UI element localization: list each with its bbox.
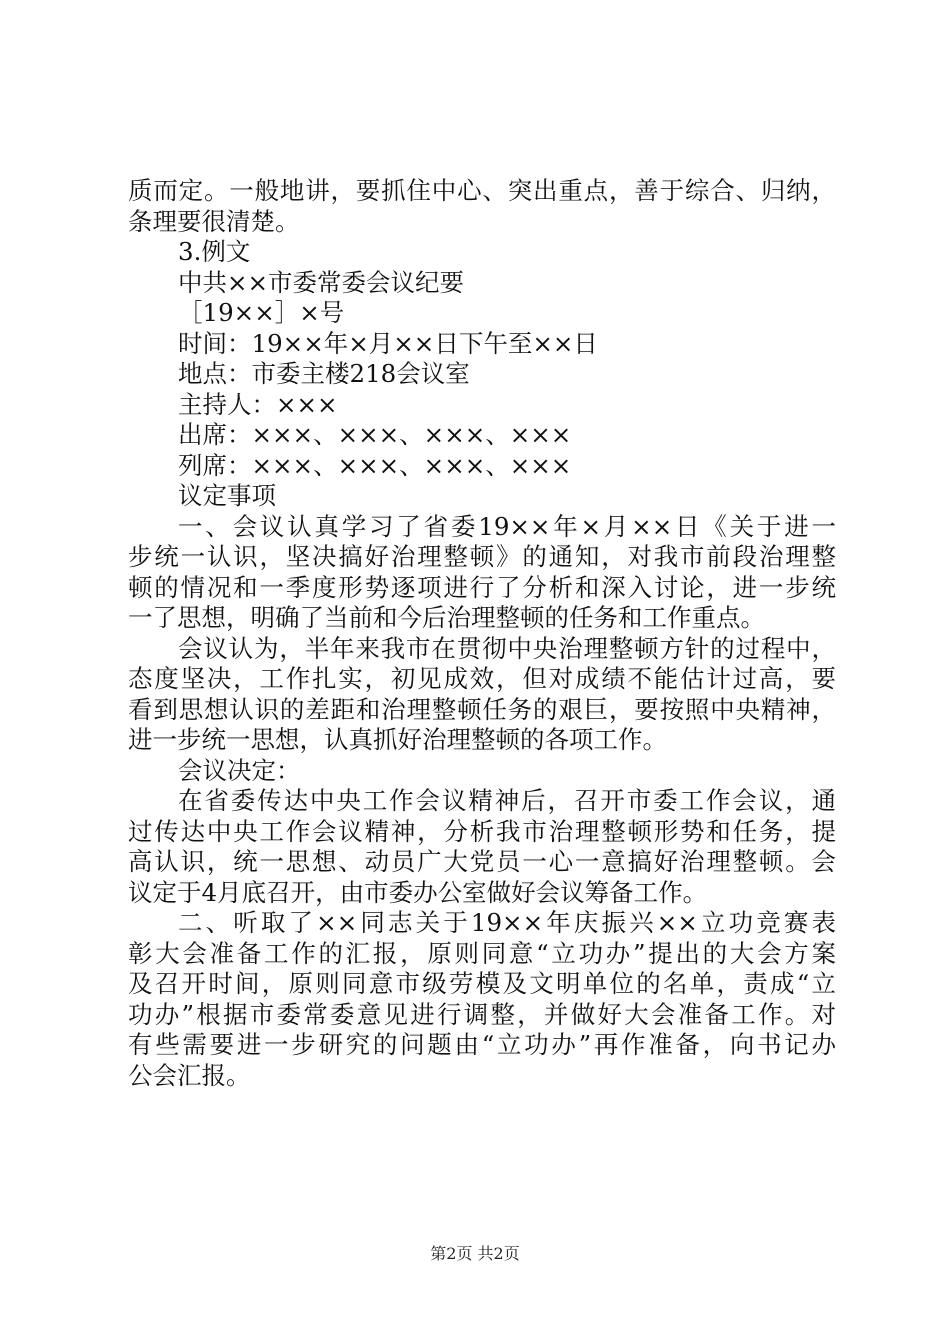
text-line: 有些需要进一步研究的问题由“立功办”再作准备，向书记办	[128, 1030, 836, 1059]
meeting-host: 主持人：×××	[178, 389, 338, 419]
text-line: 高认识，统一思想、动员广大党员一心一意搞好治理整顿。会	[128, 847, 836, 876]
text-line: 条理要很清楚。	[128, 206, 300, 236]
text-line: 公会汇报。	[128, 1060, 251, 1090]
agenda-heading: 议定事项	[178, 481, 276, 510]
meeting-location: 地点：市委主楼218会议室	[178, 359, 470, 388]
text-line: 议定于4月底召开，由市委办公室做好会议筹备工作。	[128, 877, 708, 907]
text-line: 进一步统一思想，认真抓好治理整顿的各项工作。	[128, 725, 667, 754]
section-heading: 3.例文	[178, 237, 251, 266]
text-line: 看到思想认识的差距和治理整顿任务的艰巨，要按照中央精神，	[128, 694, 836, 724]
text-line: 在省委传达中央工作会议精神后，召开市委工作会议，通	[178, 786, 836, 815]
text-line: 顿的情况和一季度形势逐项进行了分析和深入讨论，进一步统	[128, 572, 836, 602]
text-line: 过传达中央工作会议精神，分析我市治理整顿形势和任务，提	[128, 816, 836, 846]
text-line: 功办”根据市委常委意见进行调整，并做好大会准备工作。对	[128, 999, 836, 1029]
document-body	[128, 176, 836, 1091]
text-line: 会议决定：	[178, 755, 301, 785]
text-line: 步统一认识，坚决搞好治理整顿》的通知，对我市前段治理整	[128, 542, 836, 571]
meeting-time: 时间：19××年×月××日下午至××日	[178, 328, 598, 358]
example-title: 中共××市委常委会议纪要	[178, 267, 465, 297]
text-line: 及召开时间，原则同意市级劳模及文明单位的名单，责成“立	[128, 969, 836, 998]
text-line: 二、听取了××同志关于19××年庆振兴××立功竞赛表	[178, 908, 836, 937]
observers: 列席：×××、×××、×××、×××	[178, 450, 572, 480]
attendees: 出席：×××、×××、×××、×××	[178, 420, 572, 449]
text-line: 一了思想，明确了当前和今后治理整顿的任务和工作重点。	[128, 603, 765, 632]
text-line: 质而定。一般地讲，要抓住中心、突出重点，善于综合、归纳，	[128, 176, 836, 205]
text-line: 一、会议认真学习了省委19××年×月××日《关于进一	[178, 511, 836, 541]
document-number: ［19××］×号	[178, 298, 345, 327]
text-line: 态度坚决，工作扎实，初见成效，但对成绩不能估计过高，要	[128, 664, 836, 693]
page-footer: 第2页 共2页	[430, 1244, 520, 1263]
text-line: 彰大会准备工作的汇报，原则同意“立功办”提出的大会方案	[128, 938, 836, 968]
text-line: 会议认为，半年来我市在贯彻中央治理整顿方针的过程中，	[178, 633, 836, 663]
